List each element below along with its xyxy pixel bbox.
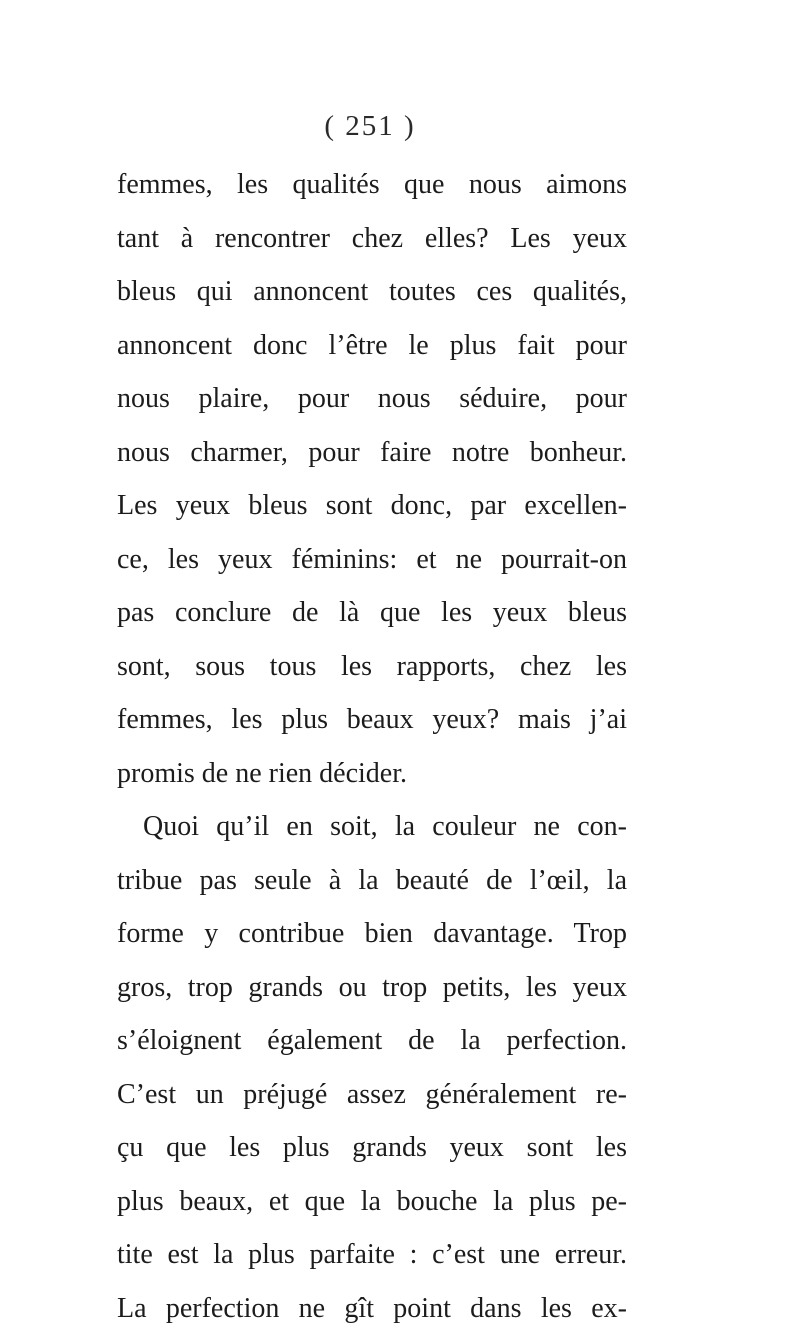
text-line: bleus qui annoncent toutes ces qualités, [117,265,627,319]
text-line: femmes, les qualités que nous aimons [117,158,627,212]
text-line: Les yeux bleus sont donc, par excellen- [117,479,627,533]
text-line: ce, les yeux féminins: et ne pourrait-on [117,533,627,587]
text-line: plus beaux, et que la bouche la plus pe- [117,1175,627,1229]
text-line: La perfection ne gît point dans les ex- [117,1282,627,1335]
text-line: s’éloignent également de la perfection. [117,1014,627,1068]
text-line: tribue pas seule à la beauté de l’œil, la [117,854,627,908]
text-line: forme y contribue bien davantage. Trop [117,907,627,961]
paragraph-start-line: Quoi qu’il en soit, la couleur ne con- [117,800,627,854]
page-number: ( 251 ) [0,110,740,143]
text-line: gros, trop grands ou trop petits, les yeux [117,961,627,1015]
text-line: çu que les plus grands yeux sont les [117,1121,627,1175]
text-line: annoncent donc l’être le plus fait pour [117,319,627,373]
text-line: promis de ne rien décider. [117,747,627,801]
text-line: nous plaire, pour nous séduire, pour [117,372,627,426]
text-line: nous charmer, pour faire notre bonheur. [117,426,627,480]
text-line: tant à rencontrer chez elles? Les yeux [117,212,627,266]
text-line: sont, sous tous les rapports, chez les [117,640,627,694]
text-line: C’est un préjugé assez généralement re- [117,1068,627,1122]
text-line: pas conclure de là que les yeux bleus [117,586,627,640]
body-text [117,158,627,1335]
text-line: femmes, les plus beaux yeux? mais j’ai [117,693,627,747]
text-line: tite est la plus parfaite : c’est une erreur. [117,1228,627,1282]
